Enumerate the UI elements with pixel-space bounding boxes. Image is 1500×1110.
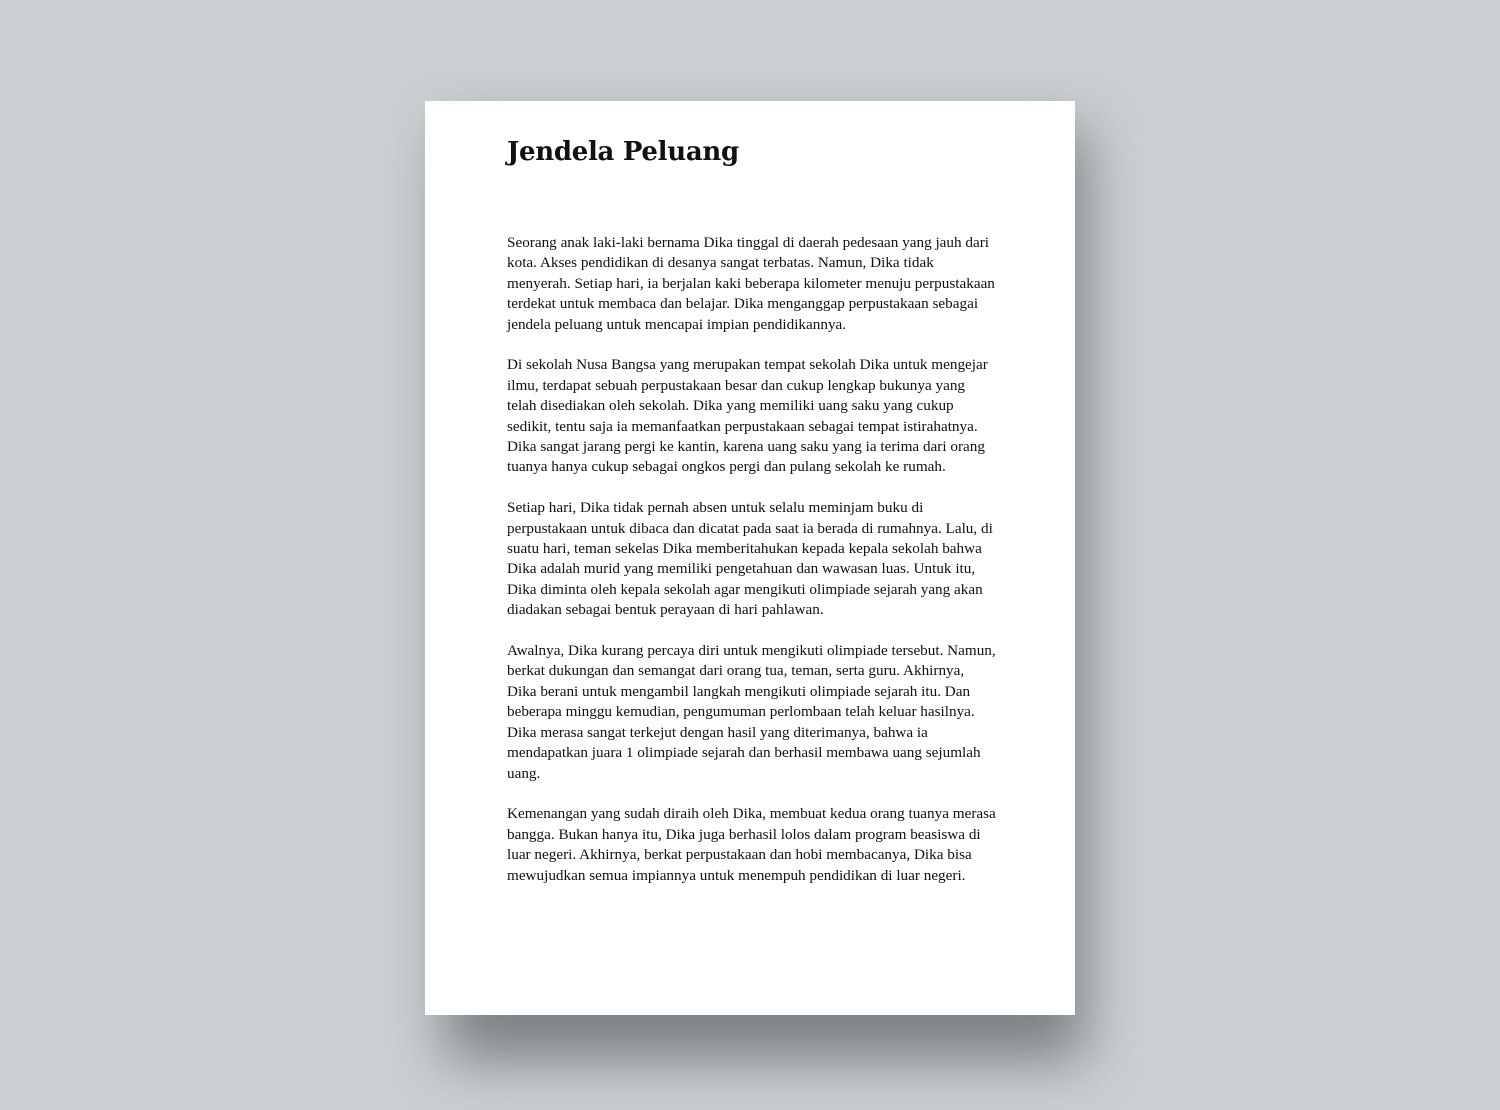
- paragraph-3: Setiap hari, Dika tidak pernah absen untuk selalu meminjam buku di perpustakaan untuk dibaca dan dicatat pada saat ia berada di rumahnya. Lalu, di suatu hari, teman sekelas Dika memberitahukan kepada kepala sekolah bahwa Dika adalah murid yang memiliki pengetahuan dan wawasan luas. Untuk itu, Dika diminta oleh kepala sekolah agar mengikuti olimpiade sejarah yang akan diadakan sebagai bentuk perayaan di hari pahlawan.: [507, 499, 993, 619]
- body-text: [507, 233, 997, 886]
- paragraph-4: Awalnya, Dika kurang percaya diri untuk mengikuti olimpiade tersebut. Namun, berkat dukungan dan semangat dari orang tua, teman, serta guru. Akhirnya, Dika berani untuk mengambil langkah mengikuti olimpiade sejarah itu. Dan beberapa minggu kemudian, pengumuman perlombaan telah keluar hasilnya. Dika merasa sangat terkejut dengan hasil yang diterimanya, bahwa ia mendapatkan juara 1 olimpiade sejarah dan berhasil membawa uang sejumlah uang.: [507, 642, 996, 782]
- paragraph-2: Di sekolah Nusa Bangsa yang merupakan tempat sekolah Dika untuk mengejar ilmu, terdapat sebuah perpustakaan besar dan cukup lengkap bukunya yang telah disediakan oleh sekolah. Dika yang memiliki uang saku yang cukup sedikit, tentu saja ia memanfaatkan perpustakaan sebagai tempat istirahatnya. Dika sangat jarang pergi ke kantin, karena uang saku yang ia terima dari orang tuanya hanya cukup sebagai ongkos pergi dan pulang sekolah ke rumah.: [507, 356, 988, 476]
- page-title: Jendela Peluang: [507, 137, 739, 167]
- paragraph-1: Seorang anak laki-laki bernama Dika tinggal di daerah pedesaan yang jauh dari kota. Akses pendidikan di desanya sangat terbatas. Namun, Dika tidak menyerah. Setiap hari, ia berjalan kaki beberapa kilometer menuju perpustakaan terdekat untuk membaca dan belajar. Dika menganggap perpustakaan sebagai jendela peluang untuk mencapai impian pendidikannya.: [507, 234, 995, 333]
- paragraph-5: Kemenangan yang sudah diraih oleh Dika, membuat kedua orang tuanya merasa bangga. Bukan hanya itu, Dika juga berhasil lolos dalam program beasiswa di luar negeri. Akhirnya, berkat perpustakaan dan hobi membacanya, Dika bisa mewujudkan semua impiannya untuk menempuh pendidikan di luar negeri.: [507, 805, 996, 884]
- document-page: [425, 101, 1075, 1015]
